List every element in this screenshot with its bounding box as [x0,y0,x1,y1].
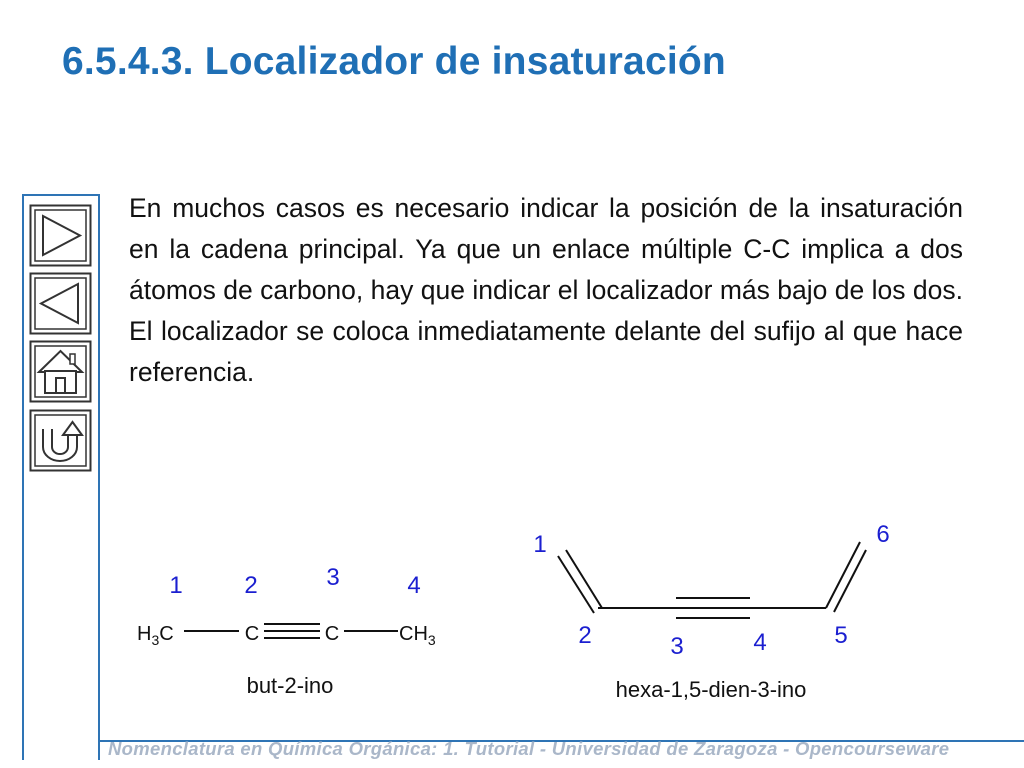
locant-text: 6 [876,521,890,548]
hexa-1-5-dien-3-ino-structure [533,521,889,702]
locant-text: 3 [670,633,684,660]
locant-text: 1 [533,531,547,558]
locant-text: 5 [834,622,848,649]
but-2-ino-structure [137,564,436,698]
atom-label: $CH_3$ [399,623,436,648]
atom-label: $H_3C$ [137,623,174,648]
locant-text: 3 [326,564,340,591]
slide-title: 6.5.4.3. Localizador de insaturación [62,40,726,83]
atom-label: C [324,623,340,645]
compound-name: hexa-1,5-dien-3-ino [615,677,807,702]
locant-text: 2 [578,622,592,649]
locant-text: 4 [753,629,767,656]
compound-name: but-2-ino [246,673,334,698]
locant-text: 4 [407,572,421,599]
body-paragraph: En muchos casos es necesario indicar la posición de la insaturación en la cadena principal. Ya que un enlace múltiple C-C implica a dos átomos de carbono, hay que indicar el localizador más bajo de los dos. El localizador se coloca inmediatamente delante del sufijo al que hace referencia. [129,193,963,387]
footer-text: Nomenclatura en Química Orgánica: 1. Tutorial - Universidad de Zaragoza - Opencourseware [108,738,950,759]
locant-text: 2 [244,572,258,599]
atom-label: C [244,623,260,645]
locant-text: 1 [169,572,183,599]
